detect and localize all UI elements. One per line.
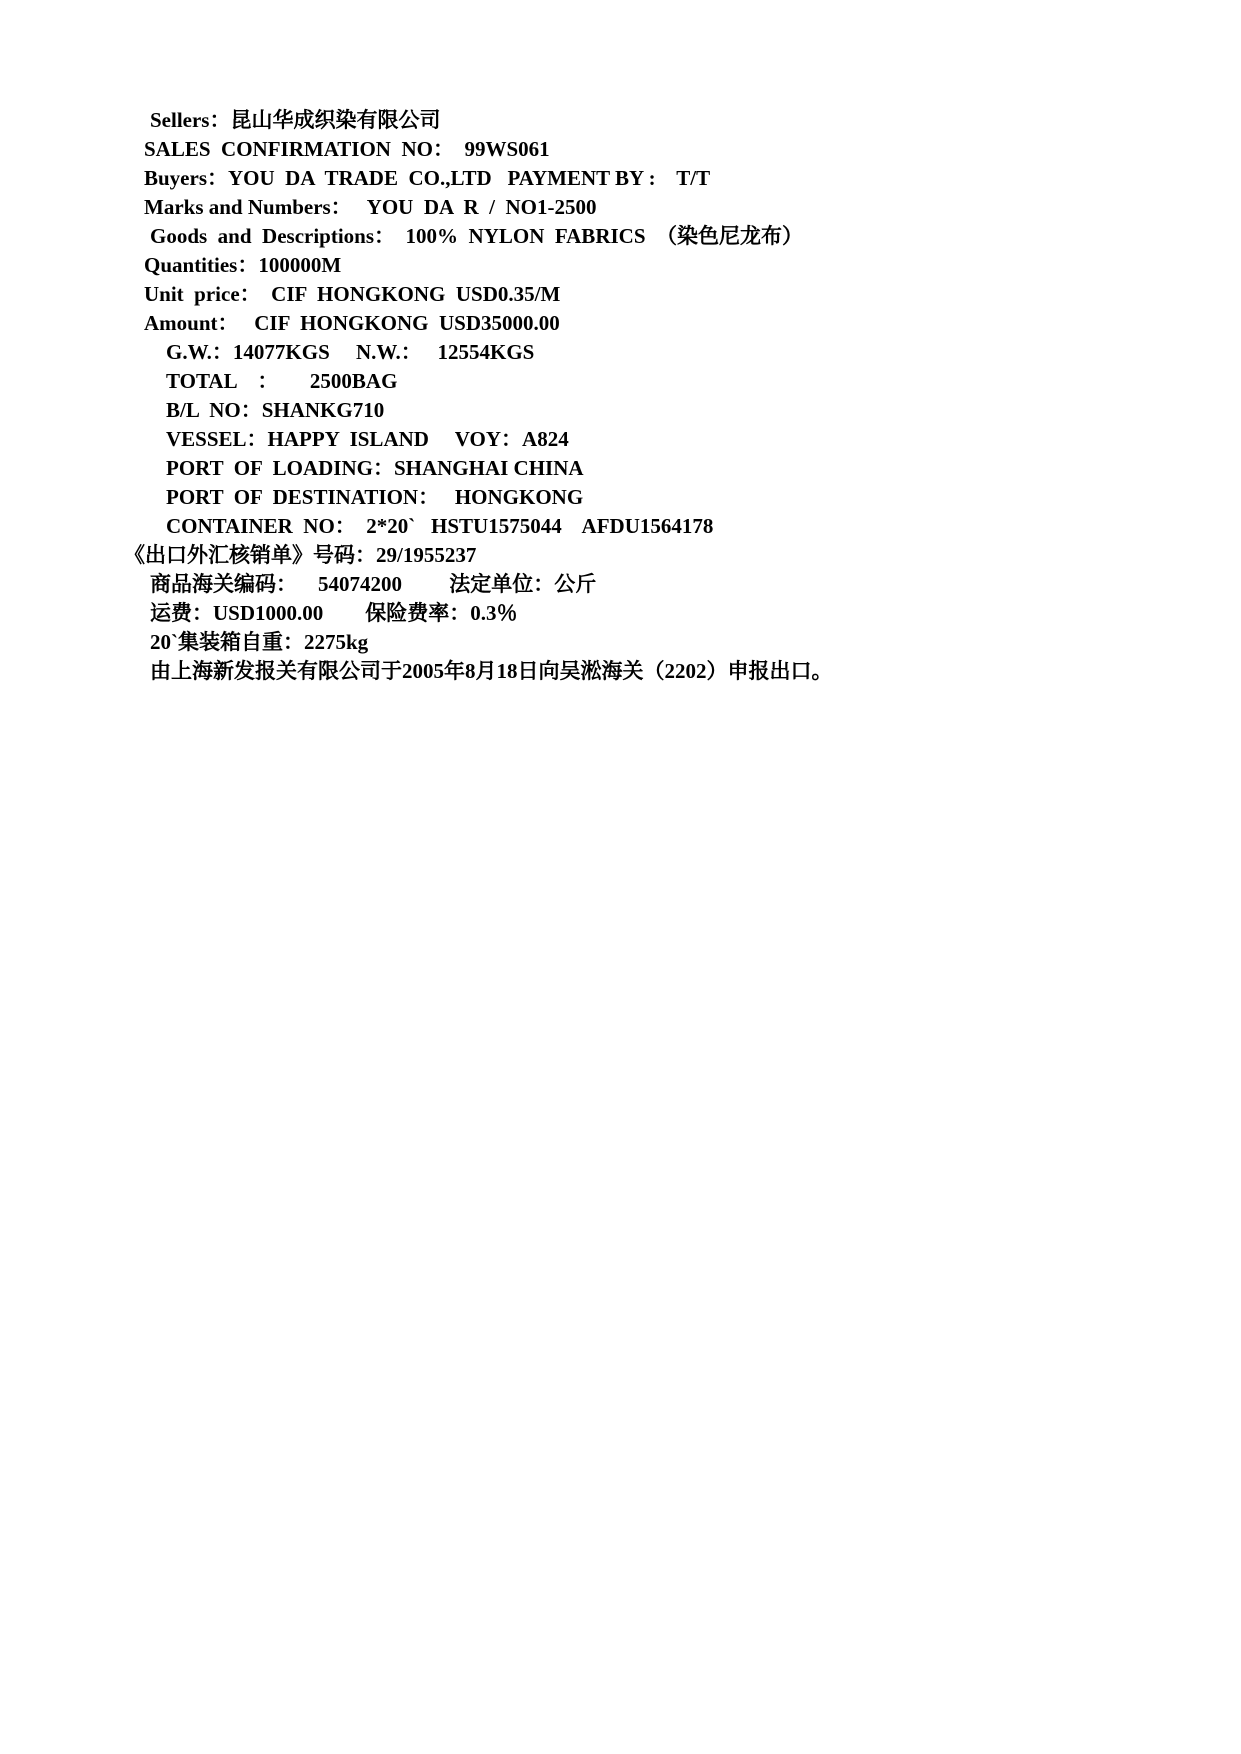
- weight-line: G.W.：14077KGS N.W.： 12554KGS: [166, 340, 535, 364]
- sellers-line: Sellers：昆山华成织染有限公司: [150, 108, 441, 132]
- total-line: TOTAL ： 2500BAG: [166, 369, 398, 393]
- vessel-line: VESSEL：HAPPY ISLAND VOY：A824: [166, 427, 569, 451]
- quantities-line: Quantities：100000M: [144, 253, 342, 277]
- sales-confirmation-line: SALES CONFIRMATION NO： 99WS061: [144, 137, 550, 161]
- unit-price-line: Unit price： CIF HONGKONG USD0.35/M: [144, 282, 561, 306]
- declaration-line: 由上海新发报关有限公司于2005年8月18日向吴淞海关（2202）申报出口。: [150, 659, 833, 683]
- buyers-line: Buyers：YOU DA TRADE CO.,LTD PAYMENT BY : T/T: [144, 166, 711, 190]
- goods-line: Goods and Descriptions： 100% NYLON FABRICS （染色尼龙布）: [150, 224, 803, 248]
- customs-code-line: 商品海关编码： 54074200 法定单位：公斤: [150, 572, 597, 596]
- amount-line: Amount： CIF HONGKONG USD35000.00: [144, 311, 560, 335]
- bl-number-line: B/L NO：SHANKG710: [166, 398, 385, 422]
- verification-form-line: 《出口外汇核销单》号码：29/1955237: [124, 543, 477, 567]
- container-tare-line: 20`集装箱自重：2275kg: [150, 630, 369, 654]
- port-of-destination-line: PORT OF DESTINATION： HONGKONG: [166, 485, 584, 509]
- marks-line: Marks and Numbers： YOU DA R / NO1-2500: [144, 195, 597, 219]
- container-line: CONTAINER NO： 2*20` HSTU1575044 AFDU1564178: [166, 514, 714, 538]
- freight-line: 运费：USD1000.00 保险费率：0.3％: [150, 601, 518, 625]
- port-of-loading-line: PORT OF LOADING：SHANGHAI CHINA: [166, 456, 584, 480]
